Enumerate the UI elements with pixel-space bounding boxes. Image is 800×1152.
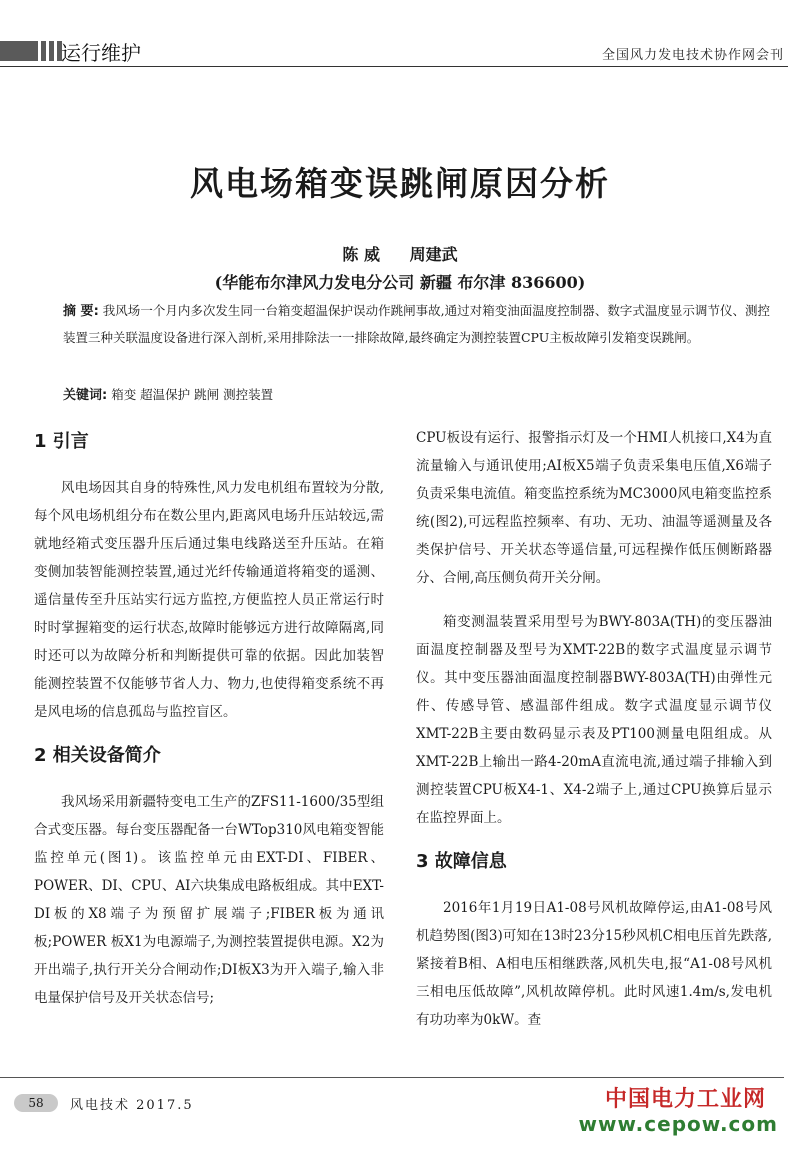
section-heading: 2 相关设备简介 xyxy=(34,745,161,766)
authors xyxy=(0,242,800,265)
watermark-url: www.cepow.com xyxy=(578,1112,778,1136)
footer-rule xyxy=(0,1077,784,1078)
keywords-text: 箱变 超温保护 跳闸 测控装置 xyxy=(111,387,274,402)
abstract-label: 摘 要: xyxy=(63,304,99,319)
column-right xyxy=(416,424,772,1050)
header-rule xyxy=(0,66,788,67)
keywords xyxy=(63,384,273,403)
footer-journal: 风电技术 2017.5 xyxy=(70,1098,194,1113)
article-title: 风电场箱变误跳闸原因分析 xyxy=(190,164,610,203)
section-heading: 1 引言 xyxy=(34,431,89,452)
header-bar xyxy=(49,41,54,61)
paragraph: 2016年1月19日A1-08号风机故障停运,由A1-08号风机趋势图(图3)可知在13时23分15秒风机C相电压首先跌落,紧接着B相、A相电压相继跌落,风机失电,报“A1-08号风机三相电压低故障”,风机故障停机。此时风速1.4m/s,发电机有功功率为0kW。查 xyxy=(416,900,772,1028)
paragraph: CPU板设有运行、报警指示灯及一个HMI人机接口,X4为直流量输入与通讯使用;AI板X5端子负责采集电压值,X6端子负责采集电流值。箱变监控系统为MC3000风电箱变监控系统(图2),可远程监控频率、有功、无功、油温等遥测量及各类保护信号、开关状态等遥信量,可远程操作低压侧断路器分、合闸,高压侧负荷开关分闸。 xyxy=(416,430,772,586)
header-bar xyxy=(41,41,46,61)
paragraph: 风电场因其自身的特殊性,风力发电机组布置较为分散,每个风电场机组分布在数公里内,距离风电场升压站较远,需就地经箱式变压器升压后通过集电线路送至升压站。在箱变侧加装智能测控装置,通过光纤传输通道将箱变的遥测、遥信量传至升压站实行远方监控,方便监控人员正常运行时时时掌握箱变的运行状态,故障时能够远方进行故障隔离,同时还可以为故障分析和判断提供可靠的依据。因此加装智能测控装置不仅能够节省人力、物力,也使得箱变系统不再是风电场的信息孤岛与监控盲区。 xyxy=(34,480,384,720)
paragraph: 我风场采用新疆特变电工生产的ZFS11-1600/35型组合式变压器。每台变压器配备一台WTop310风电箱变智能监控单元(图1)。该监控单元由EXT-DI、FIBER、POWER、DI、CPU、AI六块集成电路板组成。其中EXT-DI板的X8端子为预留扩展端子;FIBER板为通讯板;POWER 板X1为电源端子,为测控装置提供电源。X2为开出端子,执行开关分合闸动作;DI板X3为开入端子,输入非电量保护信号及开关状态信号; xyxy=(34,794,384,1006)
watermark-title: 中国电力工业网 xyxy=(604,1087,766,1112)
author: 周建武 xyxy=(409,245,458,264)
paragraph: 箱变测温装置采用型号为BWY-803A(TH)的变压器油面温度控制器及型号为XMT-22B的数字式温度显示调节仪。其中变压器油面温度控制器BWY-803A(TH)由弹性元件、传感导管、感温部件组成。数字式温度显示调节仪XMT-22B主要由数码显示表及PT100测量电阻组成。从XMT-22B上输出一路4-20mA直流电流,通过端子排输入到测控装置CPU板X4-1、X4-2端子上,通过CPU换算后显示在监控界面上。 xyxy=(416,614,772,826)
section-label: 运行维护 xyxy=(61,41,141,65)
page-number: 58 xyxy=(14,1094,58,1112)
author: 陈 威 xyxy=(342,245,380,264)
column-left xyxy=(34,424,384,1028)
journal-name: 全国风力发电技术协作网会刊 xyxy=(601,48,784,63)
abstract xyxy=(63,298,770,351)
keywords-label: 关键词: xyxy=(63,388,108,403)
header-bar xyxy=(0,41,38,61)
affiliation: (华能布尔津风力发电分公司 新疆 布尔津 836600) xyxy=(214,273,586,292)
header-bars xyxy=(0,41,62,61)
section-heading: 3 故障信息 xyxy=(416,851,507,872)
abstract-text: 我风场一个月内多次发生同一台箱变超温保护误动作跳闸事故,通过对箱变油面温度控制器、数字式温度显示调节仪、测控装置三种关联温度设备进行深入剖析,采用排除法一一排除故障,最终确定为测控装置CPU主板故障引发箱变误跳闸。 xyxy=(63,303,770,345)
